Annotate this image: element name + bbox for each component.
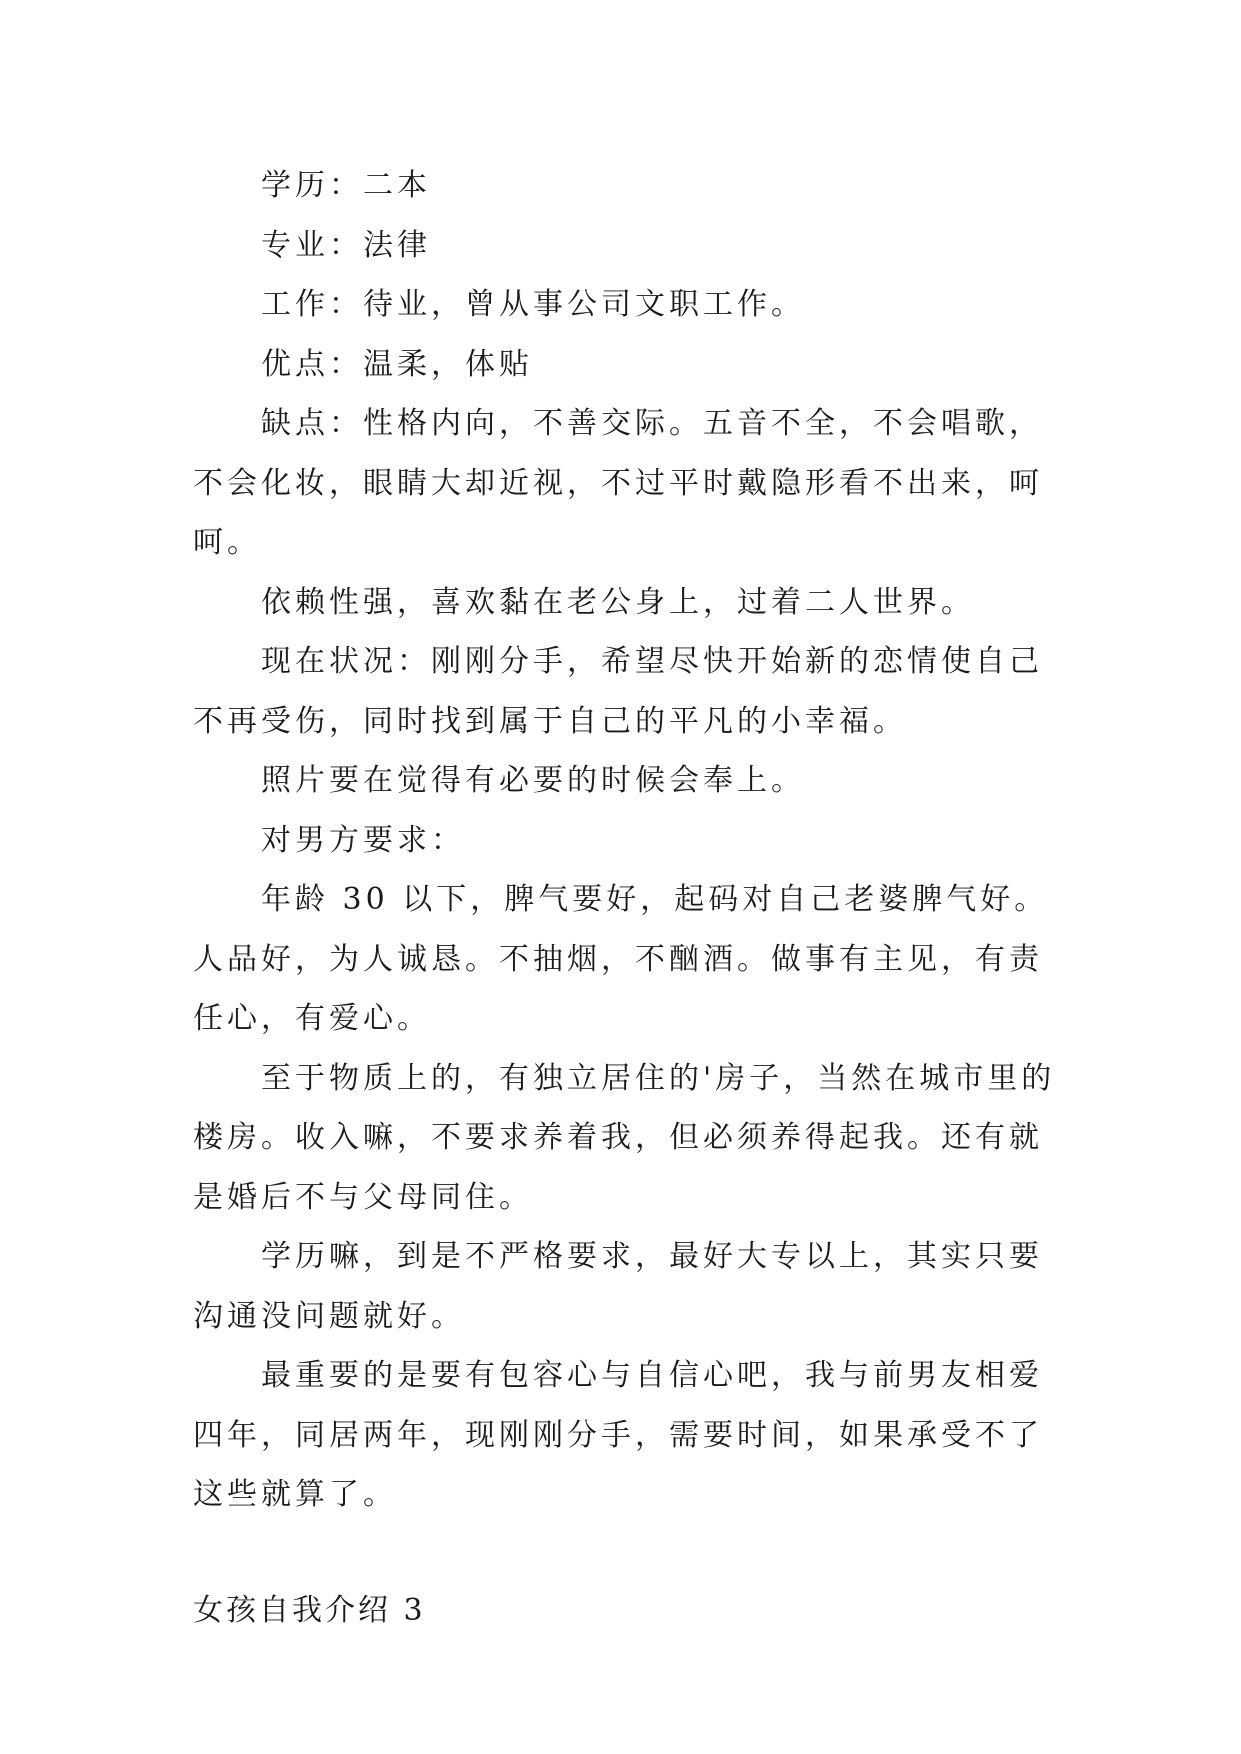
section-title: 女孩自我介绍 3 [193, 1592, 426, 1628]
section-spacer [193, 1525, 1063, 1581]
dependency-paragraph: 依赖性强，喜欢黏在老公身上，过着二人世界。 [261, 584, 975, 620]
photo-note-paragraph: 照片要在觉得有必要的时候会奉上。 [261, 763, 805, 798]
strengths-line: 优点：温柔，体贴 [261, 346, 533, 382]
current-status-paragraph: 现在状况：刚刚分手，希望尽快开始新的恋情使自己不再受伤，同时找到属于自己的平凡的小幸福。 [193, 644, 1043, 739]
education-line: 学历：二本 [261, 168, 431, 203]
most-important-paragraph: 最重要的是要有包容心与自信心吧，我与前男友相爱四年，同居两年，现刚刚分手，需要时间，如果承受不了这些就算了。 [193, 1358, 1043, 1512]
requirements-heading: 对男方要求： [261, 822, 465, 858]
major-line: 专业：法律 [261, 227, 431, 263]
age-requirement-paragraph: 年龄 30 以下，脾气要好，起码对自己老婆脾气好。人品好，为人诚恳。不抽烟，不酗酒。做事有主见，有责任心，有爱心。 [193, 882, 1049, 1036]
material-requirement-paragraph: 至于物质上的，有独立居住的'房子，当然在城市里的楼房。收入嘛，不要求养着我，但必须养得起我。还有就是婚后不与父母同住。 [193, 1060, 1056, 1215]
education-requirement-paragraph: 学历嘛，到是不严格要求，最好大专以上，其实只要沟通没问题就好。 [193, 1239, 1043, 1334]
document-page [193, 156, 1063, 1640]
work-line: 工作：待业，曾从事公司文职工作。 [261, 287, 805, 322]
weaknesses-paragraph: 缺点：性格内向，不善交际。五音不全，不会唱歌，不会化妆，眼睛大却近视，不过平时戴隐形看不出来，呵呵。 [193, 406, 1043, 560]
